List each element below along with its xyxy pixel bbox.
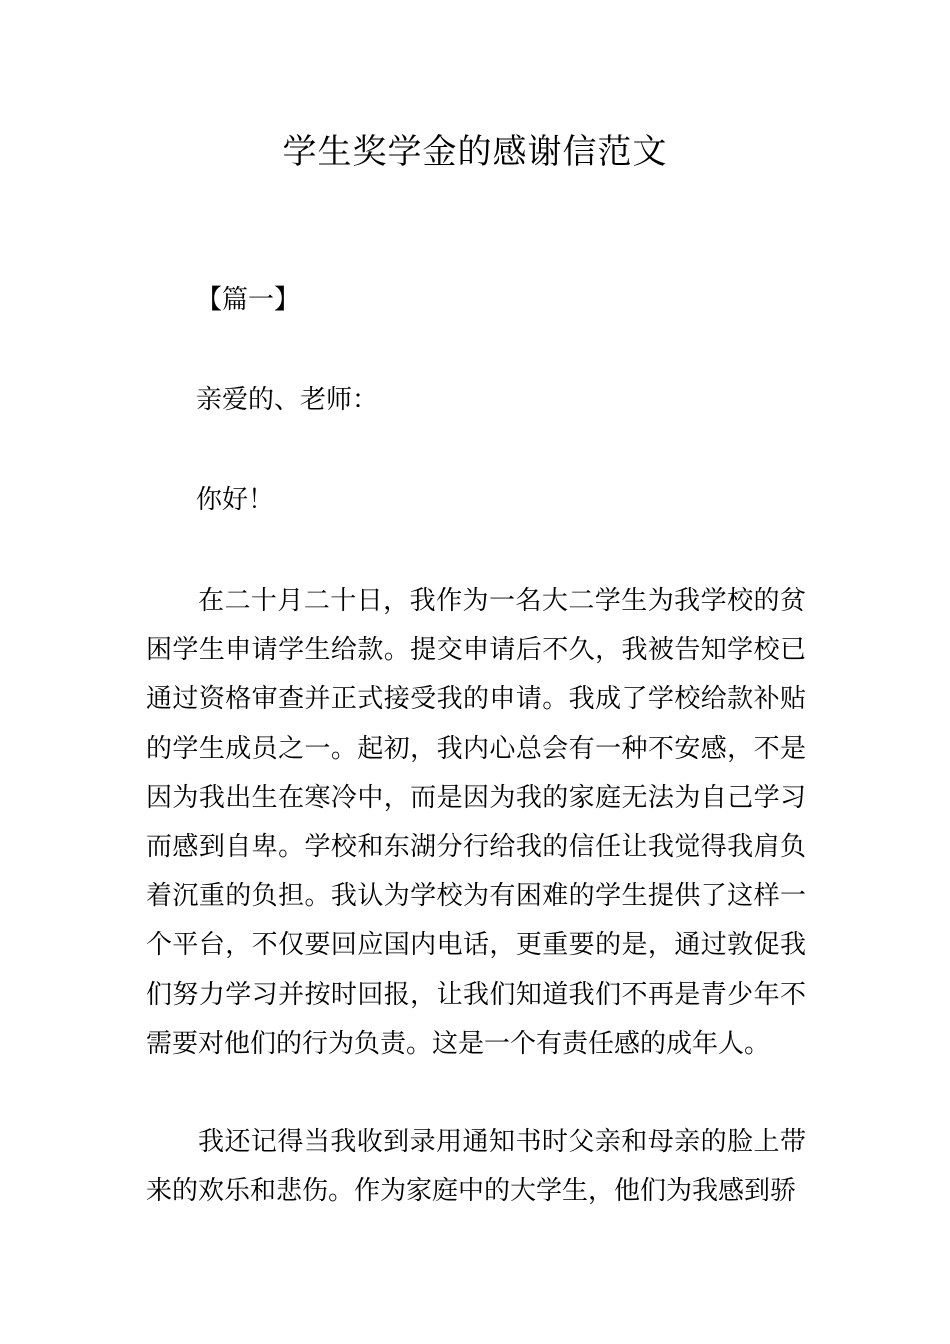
section-label: 【篇一】	[196, 285, 301, 315]
body-paragraph: 在二十月二十日，我作为一名大二学生为我学校的贫困学生申请学生给款。提交申请后不久，我被告知学校已通过资格审查并正式接受我的申请。我成了学校给款补贴的学生成员之一。起初，我内心总会有一种不安感，不是因为我出生在寒冷中，而是因为我的家庭无法为自己学习而感到自卑。学校和东湖分行给我的信任让我觉得我肩负着沉重的负担。我认为学校为有困难的学生提供了这样一个平台，不仅要回应国内电话，更重要的是，通过敦促我们努力学习并按时回报，让我们知道我们不再是青少年不需要对他们的行为负责。这是一个有责任感的成年人。	[146, 586, 806, 1059]
salutation: 亲爱的、老师：	[196, 385, 379, 415]
greeting: 你好！	[196, 485, 275, 515]
document-title: 学生奖学金的感谢信范文	[282, 132, 668, 172]
body-paragraph: 我还记得当我收到录用通知书时父亲和母亲的脸上带来的欢乐和悲伤。作为家庭中的大学生，他们为我感到骄	[146, 1127, 806, 1207]
